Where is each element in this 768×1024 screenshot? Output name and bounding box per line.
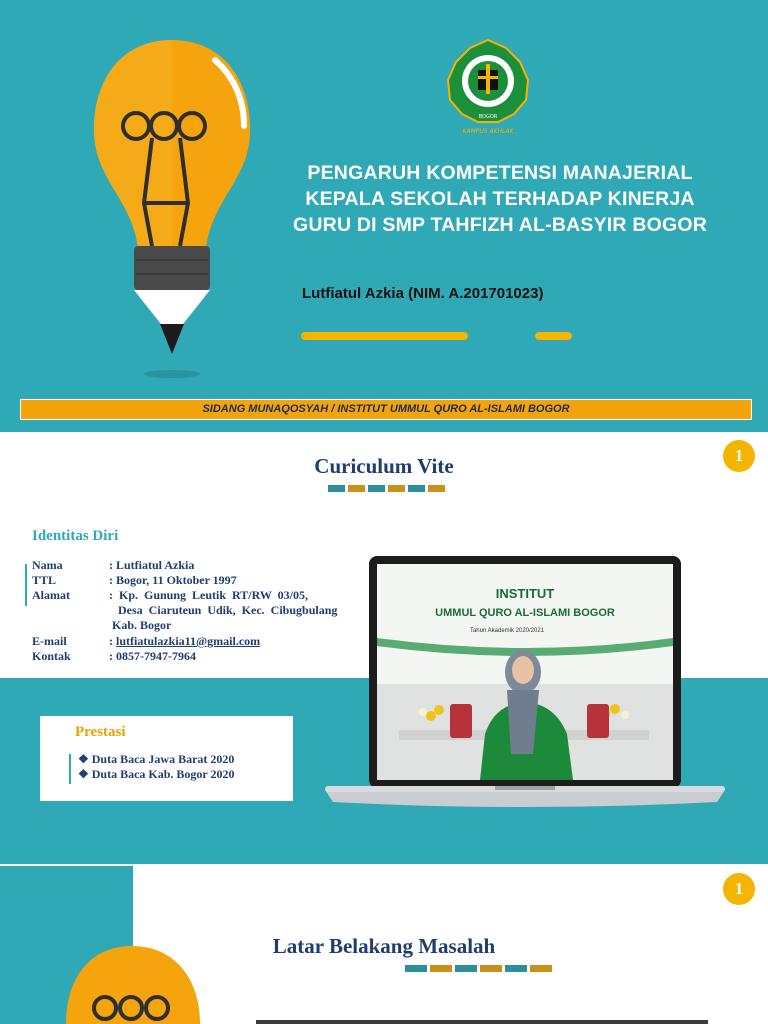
identity-value-prefix: :: [109, 634, 116, 648]
identity-label: E-mail: [32, 634, 67, 648]
identity-label: Nama: [32, 558, 63, 572]
identity-value: : Lutfiatul Azkia: [109, 558, 195, 572]
identity-value: Kab. Bogor: [109, 618, 172, 632]
achievement-item: ❖ Duta Baca Jawa Barat 2020: [78, 752, 235, 766]
svg-text:INSTITUT: INSTITUT: [495, 586, 555, 601]
email-link[interactable]: lutfiatulazkia11@gmail.com: [116, 634, 261, 648]
identity-value: : 0857-7947-7964: [109, 649, 196, 663]
identity-value: : Kp. Gunung Leutik RT/RW 03/05,: [109, 588, 308, 602]
decor-bar: [535, 332, 572, 340]
title-line: GURU DI SMP TAHFIZH AL-BASYIR BOGOR: [293, 214, 707, 236]
institute-logo: [440, 36, 536, 136]
identity-value: : Bogor, 11 Oktober 1997: [109, 573, 237, 587]
identity-value: [109, 634, 260, 649]
lightbulb-pencil-icon: [80, 38, 270, 388]
identity-heading: Identitas Diri: [32, 528, 119, 544]
achievements-card: [40, 716, 293, 801]
background-slide: [0, 866, 768, 1024]
svg-text:Tahun Akademik 2020/2021: Tahun Akademik 2020/2021: [469, 628, 545, 634]
accent-line: [25, 564, 27, 606]
title-divider: [405, 965, 552, 972]
title-slide: [0, 0, 768, 432]
achievements-heading: Prestasi: [75, 724, 126, 740]
accent-line: [69, 754, 71, 784]
title-divider: [328, 485, 445, 492]
svg-text:UMMUL QURO AL-ISLAMI BOGOR: UMMUL QURO AL-ISLAMI BOGOR: [435, 607, 615, 619]
decor-bar: [301, 332, 468, 340]
slide-title: Curiculum Vite: [314, 454, 454, 478]
identity-label: Alamat: [32, 588, 70, 602]
curriculum-vitae-slide: [0, 434, 768, 864]
identity-label: Kontak: [32, 649, 71, 663]
slide-title: Latar Belakang Masalah: [272, 934, 496, 958]
title-line: KEPALA SEKOLAH TERHADAP KINERJA: [305, 188, 695, 210]
identity-value: Desa Ciaruteun Udik, Kec. Cibugbulang: [109, 603, 338, 617]
svg-text:BOGOR: BOGOR: [478, 114, 498, 120]
laptop-photo: [325, 554, 725, 814]
achievement-item: ❖ Duta Baca Kab. Bogor 2020: [78, 767, 235, 781]
slide-number-badge: 1: [723, 873, 755, 905]
presentation-title: [268, 160, 732, 238]
svg-text:KAMPUS AKHLAK: KAMPUS AKHLAK: [462, 128, 514, 135]
content-frame-edge: [256, 1020, 708, 1024]
title-line: PENGARUH KOMPETENSI MANAJERIAL: [307, 162, 693, 184]
author-name: Lutfiatul Azkia (NIM. A.201701023): [302, 285, 544, 302]
lightbulb-icon: [60, 942, 210, 1024]
identity-label: TTL: [32, 573, 57, 587]
slide-number-badge: 1: [723, 440, 755, 472]
footer-banner: SIDANG MUNAQOSYAH / INSTITUT UMMUL QURO AL-ISLAMI BOGOR: [20, 399, 752, 420]
